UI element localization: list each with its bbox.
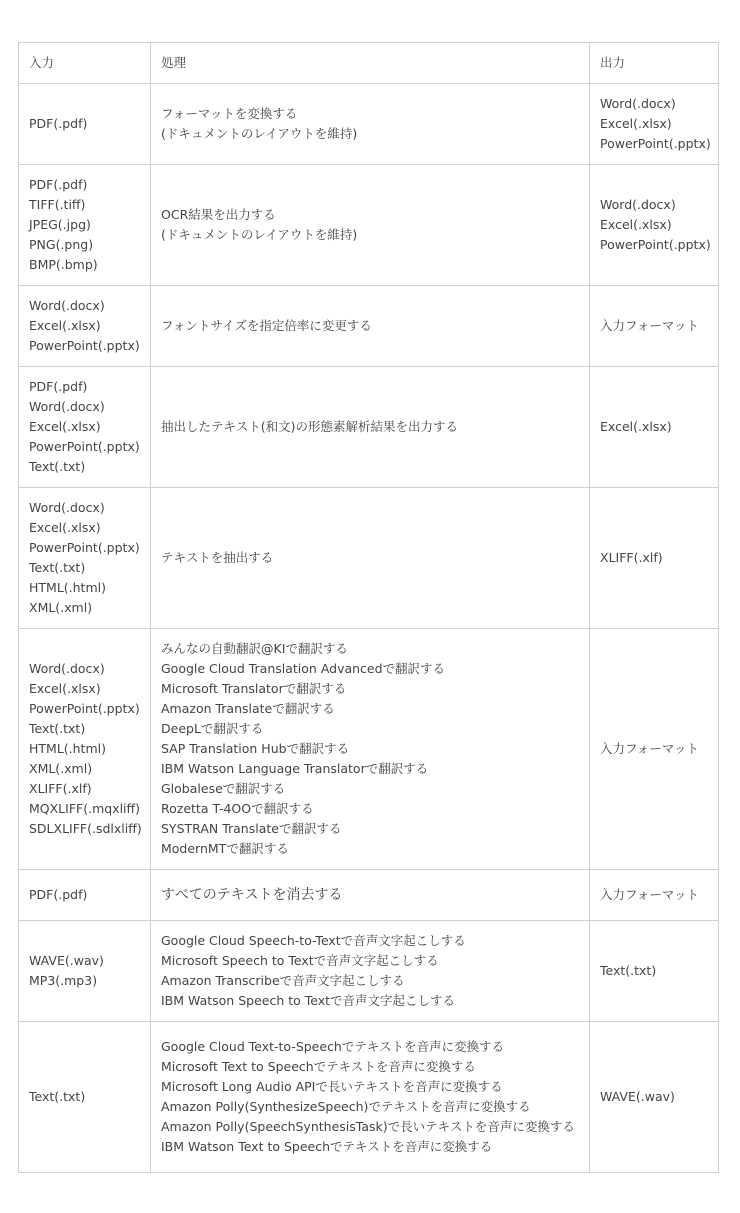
cell-line: Amazon Translateで翻訳する (161, 701, 335, 716)
cell-line: Microsoft Translatorで翻訳する (161, 681, 347, 696)
table-row (19, 1022, 719, 1173)
cell-line: Amazon Transcribeで音声文字起こしする (161, 973, 405, 988)
cell-line: XLIFF(.xlf) (600, 550, 663, 565)
cell-line: BMP(.bmp) (29, 257, 98, 272)
table-row (19, 629, 719, 870)
cell-line: MQXLIFF(.mqxliff) (29, 801, 141, 816)
cell-line: MP3(.mp3) (29, 973, 98, 988)
table-row (19, 921, 719, 1022)
table-row (19, 870, 719, 921)
cell-line: PowerPoint(.pptx) (29, 701, 140, 716)
row-process-cell (151, 165, 590, 286)
cell-line: Excel(.xlsx) (29, 419, 101, 434)
row-input-cell (19, 629, 151, 870)
cell-line: SDLXLIFF(.sdlxliff) (29, 821, 142, 836)
cell-line: Amazon Polly(SpeechSynthesisTask)で長いテキストを音声に変換する (161, 1119, 575, 1134)
cell-line: IBM Watson Speech to Textで音声文字起こしする (161, 993, 456, 1008)
cell-line: Text(.txt) (29, 721, 86, 736)
cell-line: Word(.docx) (600, 197, 676, 212)
cell-line: OCR結果を出力する (161, 207, 276, 222)
row-process-cell (151, 629, 590, 870)
cell-line: Microsoft Text to Speechでテキストを音声に変換する (161, 1059, 476, 1074)
cell-line: PDF(.pdf) (29, 177, 88, 192)
cell-line: Text(.txt) (600, 963, 657, 978)
cell-line: DeepLで翻訳する (161, 721, 264, 736)
cell-line: すべてのテキストを消去する (161, 887, 343, 903)
row-process-cell (151, 286, 590, 367)
row-output-cell (590, 165, 719, 286)
cell-line: 入力フォーマット (600, 318, 699, 333)
row-output-cell (590, 921, 719, 1022)
table-row (19, 84, 719, 165)
cell-line: PowerPoint(.pptx) (29, 338, 140, 353)
table-header-row (19, 43, 719, 84)
cell-line: Word(.docx) (600, 96, 676, 111)
row-process-cell (151, 488, 590, 629)
cell-line: フォーマットを変換する (161, 106, 298, 121)
cell-line: みんなの自動翻訳@KIで翻訳する (161, 641, 348, 656)
row-input-cell (19, 1022, 151, 1173)
cell-line: WAVE(.wav) (600, 1089, 675, 1104)
cell-line: Word(.docx) (29, 298, 105, 313)
header-process: 処理 (151, 43, 590, 84)
header-input: 入力 (19, 43, 151, 84)
row-output-cell (590, 84, 719, 165)
cell-line: Excel(.xlsx) (29, 520, 101, 535)
row-output-cell (590, 1022, 719, 1173)
cell-line: (ドキュメントのレイアウトを維持) (161, 126, 358, 141)
cell-line: Microsoft Long Audio APIで長いテキストを音声に変換する (161, 1079, 503, 1094)
row-input-cell (19, 84, 151, 165)
row-output-cell (590, 629, 719, 870)
cell-line: ModernMTで翻訳する (161, 841, 289, 856)
row-process-cell (151, 1022, 590, 1173)
cell-line: 抽出したテキスト(和文)の形態素解析結果を出力する (161, 419, 459, 434)
cell-line: Word(.docx) (29, 661, 105, 676)
cell-line: IBM Watson Text to Speechでテキストを音声に変換する (161, 1139, 493, 1154)
row-input-cell (19, 165, 151, 286)
cell-line: Google Cloud Speech-to-Textで音声文字起こしする (161, 933, 466, 948)
cell-line: PDF(.pdf) (29, 379, 88, 394)
table-row (19, 488, 719, 629)
row-output-cell (590, 286, 719, 367)
cell-line: TIFF(.tiff) (29, 197, 86, 212)
cell-line: Excel(.xlsx) (29, 681, 101, 696)
cell-line: PDF(.pdf) (29, 116, 88, 131)
cell-line: JPEG(.jpg) (29, 217, 91, 232)
cell-line: Excel(.xlsx) (600, 116, 672, 131)
row-input-cell (19, 870, 151, 921)
cell-line: Rozetta T-4OOで翻訳する (161, 801, 314, 816)
row-process-cell (151, 84, 590, 165)
cell-line: PowerPoint(.pptx) (600, 136, 711, 151)
table-row (19, 165, 719, 286)
cell-line: XML(.xml) (29, 761, 93, 776)
cell-line: WAVE(.wav) (29, 953, 104, 968)
cell-line: フォントサイズを指定倍率に変更する (161, 318, 372, 333)
format-table (18, 42, 719, 1173)
cell-line: Text(.txt) (29, 560, 86, 575)
cell-line: Google Cloud Text-to-Speechでテキストを音声に変換する (161, 1039, 505, 1054)
cell-line: Google Cloud Translation Advancedで翻訳する (161, 661, 446, 676)
cell-line: PDF(.pdf) (29, 887, 88, 902)
cell-line: XML(.xml) (29, 600, 93, 615)
cell-line: Text(.txt) (29, 459, 86, 474)
cell-line: Text(.txt) (29, 1089, 86, 1104)
cell-line: Excel(.xlsx) (600, 217, 672, 232)
row-output-cell (590, 367, 719, 488)
cell-line: Word(.docx) (29, 399, 105, 414)
table-body (19, 84, 719, 1173)
cell-line: PNG(.png) (29, 237, 94, 252)
cell-line: PowerPoint(.pptx) (600, 237, 711, 252)
cell-line: HTML(.html) (29, 580, 106, 595)
row-output-cell (590, 488, 719, 629)
row-process-cell (151, 367, 590, 488)
row-input-cell (19, 488, 151, 629)
cell-line: (ドキュメントのレイアウトを維持) (161, 227, 358, 242)
row-process-cell (151, 921, 590, 1022)
cell-line: IBM Watson Language Translatorで翻訳する (161, 761, 429, 776)
cell-line: Globaleseで翻訳する (161, 781, 286, 796)
row-input-cell (19, 286, 151, 367)
row-output-cell (590, 870, 719, 921)
table-row (19, 367, 719, 488)
cell-line: XLIFF(.xlf) (29, 781, 92, 796)
table-row (19, 286, 719, 367)
cell-line: SYSTRAN Translateで翻訳する (161, 821, 342, 836)
cell-line: Excel(.xlsx) (29, 318, 101, 333)
cell-line: HTML(.html) (29, 741, 106, 756)
cell-line: SAP Translation Hubで翻訳する (161, 741, 350, 756)
cell-line: 入力フォーマット (600, 887, 699, 902)
row-process-cell (151, 870, 590, 921)
cell-line: PowerPoint(.pptx) (29, 540, 140, 555)
header-output: 出力 (590, 43, 719, 84)
cell-line: Amazon Polly(SynthesizeSpeech)でテキストを音声に変換する (161, 1099, 531, 1114)
cell-line: Word(.docx) (29, 500, 105, 515)
cell-line: PowerPoint(.pptx) (29, 439, 140, 454)
row-input-cell (19, 367, 151, 488)
cell-line: Microsoft Speech to Textで音声文字起こしする (161, 953, 439, 968)
cell-line: テキストを抽出する (161, 550, 274, 565)
cell-line: 入力フォーマット (600, 741, 699, 756)
cell-line: Excel(.xlsx) (600, 419, 672, 434)
row-input-cell (19, 921, 151, 1022)
